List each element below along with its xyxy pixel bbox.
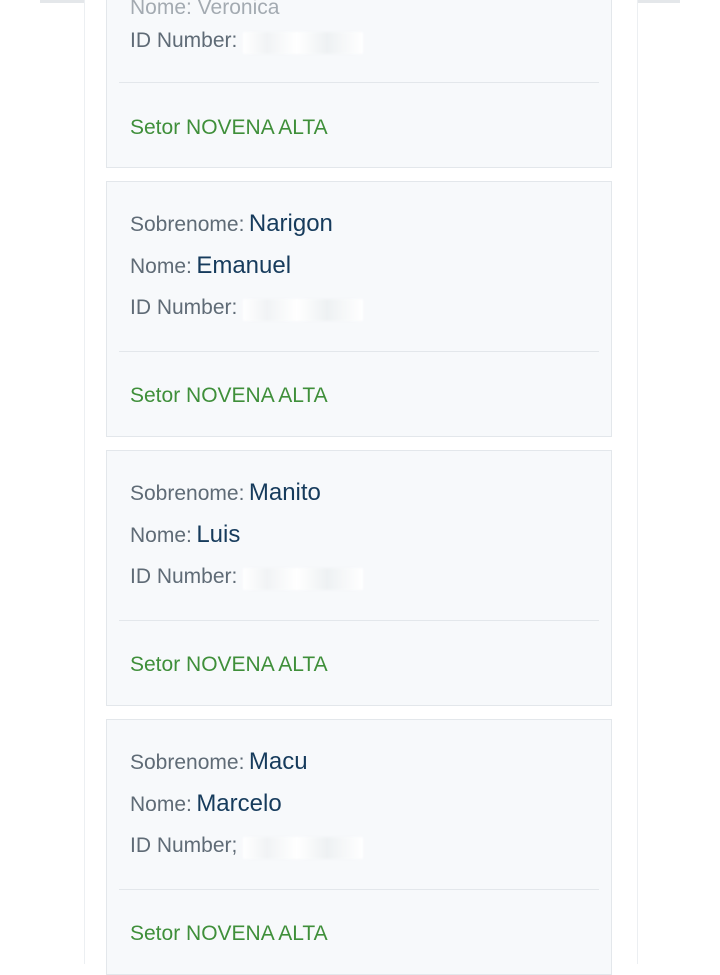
id-number-row: [130, 297, 363, 321]
nome-label: Nome:: [130, 255, 192, 278]
nome-row: [130, 254, 291, 278]
sobrenome-value: Manito: [248, 479, 321, 506]
nome-value: Marcelo: [196, 790, 282, 817]
id-number-row: [130, 835, 363, 859]
nome-label: Nome:: [130, 793, 192, 816]
nome-row: [130, 792, 282, 816]
card-divider: [119, 82, 599, 83]
id-number-redacted: [243, 299, 363, 321]
sector-label: Setor NOVENA ALTA: [130, 384, 328, 407]
person-card[interactable]: [106, 719, 612, 975]
sobrenome-label: Sobrenome:: [130, 213, 245, 236]
sector-label: Setor NOVENA ALTA: [130, 116, 328, 139]
card-divider: [119, 620, 599, 621]
sobrenome-label: Sobrenome:: [130, 751, 245, 774]
nome-label: Nome: Veronica: [130, 0, 280, 19]
card-divider: [119, 889, 599, 890]
card-divider: [119, 351, 599, 352]
sector-label: Setor NOVENA ALTA: [130, 653, 328, 676]
id-number-row: [130, 30, 363, 54]
nome-row: [130, 0, 279, 18]
id-number-redacted: [243, 32, 363, 54]
id-number-redacted: [243, 568, 363, 590]
id-number-label: ID Number;: [130, 834, 238, 857]
id-number-label: ID Number:: [130, 565, 238, 588]
id-number-label: ID Number:: [130, 296, 238, 319]
nome-label: Nome:: [130, 524, 192, 547]
sector-label: Setor NOVENA ALTA: [130, 922, 328, 945]
id-number-row: [130, 566, 363, 590]
sobrenome-value: Macu: [248, 748, 308, 775]
sobrenome-row: [130, 212, 333, 236]
id-number-redacted: [243, 837, 363, 859]
nome-row: [130, 523, 240, 547]
sobrenome-label: Sobrenome:: [130, 482, 245, 505]
sobrenome-row: [130, 481, 321, 505]
person-card[interactable]: [106, 450, 612, 706]
person-card[interactable]: [106, 181, 612, 437]
id-number-label: ID Number:: [130, 29, 238, 52]
person-card[interactable]: [106, 0, 612, 168]
sobrenome-row: [130, 750, 308, 774]
sobrenome-value: Narigon: [248, 210, 333, 237]
nome-value: Emanuel: [196, 252, 292, 279]
nome-value: Luis: [196, 521, 241, 548]
